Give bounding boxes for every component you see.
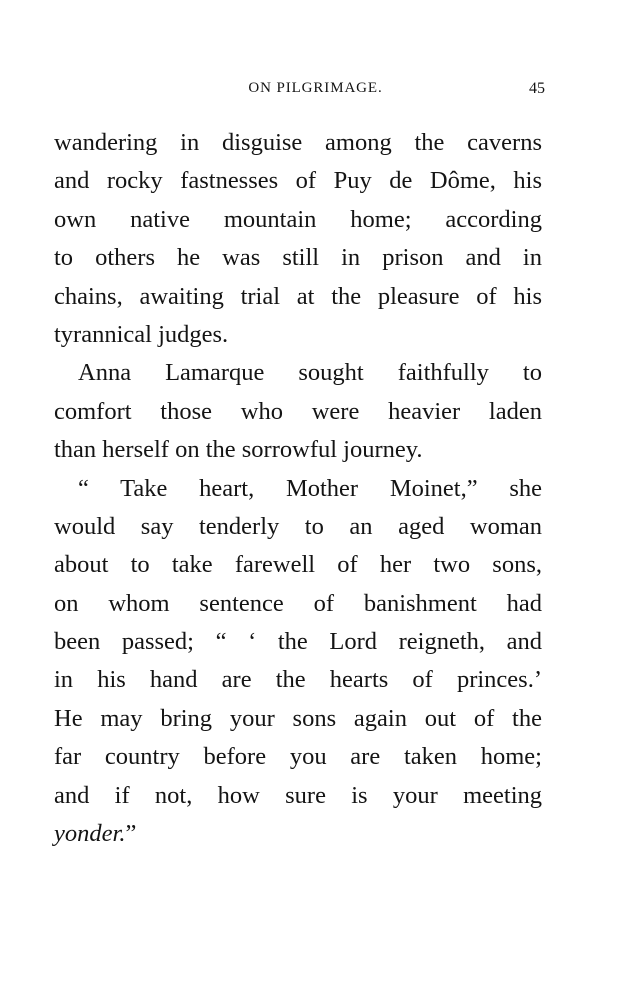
text-line: Anna Lamarque sought faithfully to [78, 359, 542, 387]
text-line: He may bring your sons again out of the [54, 704, 542, 732]
running-title: ON PILGRIMAGE. [248, 80, 383, 96]
running-head [0, 78, 631, 102]
text-line: “ Take heart, Mother Moinet,” she [78, 474, 542, 502]
text-line: and rocky fastnesses of Puy de Dôme, his [54, 167, 542, 195]
text-line: wandering in disguise among the caverns [54, 129, 542, 156]
text-line: about to take farewell of her two sons, [54, 551, 542, 579]
text-line: on whom sentence of banishment had [54, 589, 542, 617]
text-line: far country before you are taken home; [54, 743, 542, 771]
body-text [54, 124, 542, 853]
closing-quote: ” [125, 820, 137, 848]
text-line: chains, awaiting trial at the pleasure of his [54, 282, 542, 310]
text-line: in his hand are the hearts of princes.’ [54, 666, 542, 694]
text-line: would say tenderly to an aged woman [54, 512, 542, 540]
text-line: comfort those who were heavier laden [54, 397, 542, 425]
text-line-final [54, 815, 542, 853]
text-line: to others he was still in prison and in [54, 244, 542, 272]
text-line: own native mountain home; according [54, 205, 542, 233]
text-line: and if not, how sure is your meeting [54, 781, 542, 809]
text-line: than herself on the sorrowful journey. [54, 436, 423, 464]
page-number: 45 [529, 80, 545, 97]
text-line: tyrannical judges. [54, 320, 229, 348]
text-line: been passed; “ ‘ the Lord reigneth, and [54, 628, 542, 656]
italic-word: yonder. [54, 820, 126, 848]
